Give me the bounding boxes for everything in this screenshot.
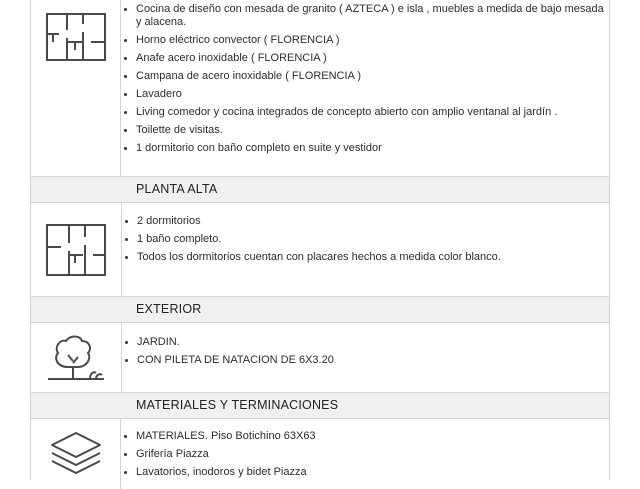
floor-plan-icon	[31, 203, 122, 296]
section-header-planta-alta	[31, 176, 609, 203]
section-row-planta-alta	[31, 203, 609, 297]
list-item: Anafe acero inoxidable ( FLORENCIA )	[121, 52, 609, 65]
list-item: Lavatorios, inodoros y bidet Piazza	[121, 466, 609, 479]
list-item: Grifería Piazza	[121, 448, 609, 461]
section-title: PLANTA ALTA	[136, 182, 218, 196]
section-header-materiales	[31, 392, 609, 419]
section-row-materiales	[31, 419, 609, 489]
list-item: CON PILETA DE NATACION DE 6X3.20	[122, 354, 609, 367]
section-title: MATERIALES Y TERMINACIONES	[136, 398, 339, 412]
list-item: Lavadero	[121, 88, 609, 101]
section-title: EXTERIOR	[136, 302, 202, 316]
list-item: Campana de acero inoxidable ( FLORENCIA )	[121, 70, 609, 83]
section-header-exterior	[31, 296, 609, 323]
spec-table	[30, 0, 610, 480]
exterior-list	[122, 336, 609, 367]
list-item: Living comedor y cocina integrados de concepto abierto con amplio ventanal al jardín .	[121, 106, 609, 119]
list-item: Horno eléctrico convector ( FLORENCIA )	[121, 34, 609, 47]
tiles-icon	[31, 419, 121, 489]
planta-alta-list	[122, 215, 609, 264]
floor-plan-icon	[31, 0, 121, 176]
list-item: Toilette de visitas.	[121, 124, 609, 137]
list-item: JARDIN.	[122, 336, 609, 349]
list-item: Todos los dormitorios cuentan con placares hechos a medida color blanco.	[122, 251, 609, 264]
list-item: MATERIALES. Piso Botichino 63X63	[121, 430, 609, 443]
list-item: 1 baño completo.	[122, 233, 609, 246]
section-row-planta-baja	[31, 0, 609, 177]
planta-baja-list	[121, 3, 609, 155]
tree-icon	[31, 323, 122, 392]
list-item: Cocina de diseño con mesada de granito ( AZTECA ) e isla , muebles a medida de bajo mesada y alacena.	[121, 3, 609, 29]
list-item: 1 dormitorio con baño completo en suite y vestidor	[121, 142, 609, 155]
section-row-exterior	[31, 323, 609, 393]
materiales-list	[121, 430, 609, 479]
list-item: 2 dormitorios	[122, 215, 609, 228]
